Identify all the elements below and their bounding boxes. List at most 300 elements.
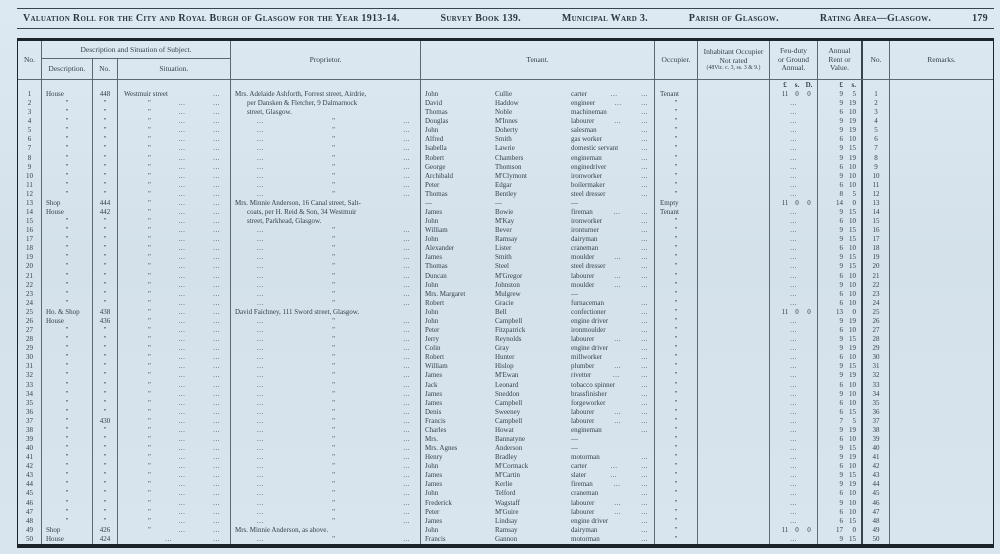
tenant-occupation: millworker [571, 353, 603, 362]
cell-situation [118, 163, 231, 172]
ellipsis-dots: ... [257, 316, 264, 325]
cell-tenant [421, 199, 655, 208]
ellipsis-dots: ... [178, 198, 186, 207]
tenant-surname: Ramsay [495, 235, 518, 244]
cell-inhabitant-occupier [698, 154, 770, 163]
ellipsis-dots: ... [213, 434, 220, 443]
ellipsis-dots: ... [257, 171, 264, 180]
cell-tenant [421, 499, 655, 508]
table-row [18, 317, 993, 326]
cell-situation [118, 244, 231, 253]
table-header [18, 41, 993, 80]
cell-street-no: " [93, 462, 118, 471]
cell-description: " [42, 253, 93, 262]
cell-tenant [421, 244, 655, 253]
ellipsis-dots: ... [403, 226, 410, 235]
cell-remarks [890, 353, 993, 362]
cell-feu-duty [770, 499, 818, 508]
cell-feu-duty [770, 417, 818, 426]
table-row [18, 208, 993, 217]
ellipsis-dots: ... [403, 144, 410, 153]
ellipsis-dots: ... [641, 217, 648, 226]
table-row [18, 471, 993, 480]
cell-tenant [421, 317, 655, 326]
cell-tenant [421, 262, 655, 271]
ellipsis-dots: ... [790, 108, 797, 117]
tenant-first-name: Francis [425, 534, 446, 543]
ellipsis-dots: ... [641, 153, 648, 162]
cell-entry-no: 50 [18, 535, 42, 544]
cell-feu-duty [770, 444, 818, 453]
cell-remarks [890, 408, 993, 417]
ditto-mark: " [148, 226, 151, 235]
cell-entry-no: 40 [18, 444, 42, 453]
cell-inhabitant-occupier [698, 190, 770, 199]
ditto-mark: " [332, 425, 335, 434]
cell-row-no: 26 [863, 317, 890, 326]
cell-row-no: 11 [863, 181, 890, 190]
ellipsis-dots: ... [257, 380, 264, 389]
ditto-mark: " [148, 208, 151, 217]
cell-proprietor [231, 535, 421, 544]
cell-annual-rent: 6 10 [818, 399, 863, 408]
table-row [18, 253, 993, 262]
ellipsis-dots: ... [790, 407, 797, 416]
cell-remarks [890, 317, 993, 326]
tenant-first-name: John [425, 280, 439, 289]
cell-occupier: " [655, 190, 698, 199]
cell-row-no: 50 [863, 535, 890, 544]
cell-annual-rent: 9 19 [818, 371, 863, 380]
ditto-mark: " [148, 180, 151, 189]
ellipsis-dots: ... [790, 235, 797, 244]
cell-occupier: " [655, 362, 698, 371]
table-row [18, 326, 993, 335]
cell-feu-duty [770, 326, 818, 335]
ellipsis-dots: ... [257, 444, 264, 453]
cell-entry-no: 45 [18, 489, 42, 498]
cell-description: " [42, 499, 93, 508]
ellipsis-dots: ... [178, 335, 186, 344]
cell-inhabitant-occupier [698, 390, 770, 399]
ellipsis-dots: ... [790, 471, 797, 480]
ellipsis-dots: ... [178, 244, 186, 253]
cell-inhabitant-occupier [698, 226, 770, 235]
cell-row-no: 16 [863, 226, 890, 235]
cell-remarks [890, 326, 993, 335]
cell-occupier: " [655, 172, 698, 181]
cell-tenant [421, 253, 655, 262]
cell-inhabitant-occupier [698, 499, 770, 508]
cell-tenant [421, 444, 655, 453]
ditto-mark: " [148, 380, 151, 389]
cell-situation [118, 435, 231, 444]
tenant-occupation: motorman [571, 534, 600, 543]
cell-occupier: " [655, 517, 698, 526]
cell-proprietor [231, 226, 421, 235]
ditto-mark: " [332, 180, 335, 189]
tenant-occupation: engine driver [571, 344, 609, 353]
cell-description: " [42, 353, 93, 362]
cell-tenant [421, 235, 655, 244]
cell-entry-no: 37 [18, 417, 42, 426]
ellipsis-dots: ... [790, 316, 797, 325]
ellipsis-dots: ... [790, 398, 797, 407]
cell-annual-rent: 6 10 [818, 435, 863, 444]
table-row [18, 344, 993, 353]
group-header-label: Description and Situation of Subject. [42, 41, 230, 59]
ellipsis-dots: ... [641, 353, 648, 362]
cell-occupier: " [655, 317, 698, 326]
cell-occupier: " [655, 335, 698, 344]
feu-header-line2: or Ground [777, 54, 810, 64]
cell-annual-rent: 9 19 [818, 453, 863, 462]
cell-row-no: 13 [863, 199, 890, 208]
cell-row-no: 49 [863, 526, 890, 535]
cell-description: " [42, 453, 93, 462]
tenant-first-name: John [425, 462, 439, 471]
ellipsis-dots: ... [165, 534, 172, 543]
ditto-mark: " [332, 362, 335, 371]
cell-proprietor [231, 172, 421, 181]
cell-row-no: 3 [863, 108, 890, 117]
table-row [18, 435, 993, 444]
cell-inhabitant-occupier [698, 163, 770, 172]
ellipsis-dots: ... [257, 262, 264, 271]
cell-annual-rent: 6 10 [818, 508, 863, 517]
cell-inhabitant-occupier [698, 408, 770, 417]
cell-row-no: 28 [863, 335, 890, 344]
cell-row-no: 29 [863, 344, 890, 353]
ellipsis-dots: ... [213, 99, 220, 108]
cell-proprietor [231, 317, 421, 326]
cell-feu-duty: 11 0 0 [770, 308, 818, 317]
cell-inhabitant-occupier [698, 126, 770, 135]
cell-entry-no: 5 [18, 126, 42, 135]
tenant-occupation: plumber [571, 362, 595, 371]
cell-row-no: 14 [863, 208, 890, 217]
cell-inhabitant-occupier [698, 135, 770, 144]
ellipsis-dots: ... [790, 280, 797, 289]
ellipsis-dots: ... [178, 371, 186, 380]
cell-row-no: 40 [863, 444, 890, 453]
ditto-mark: " [148, 453, 151, 462]
table-row [18, 517, 993, 526]
cell-tenant [421, 217, 655, 226]
ellipsis-dots: ... [403, 507, 410, 516]
cell-description: " [42, 408, 93, 417]
tenant-surname: Haddow [495, 99, 519, 108]
tenant-surname: M'Cartin [495, 471, 520, 480]
cell-inhabitant-occupier [698, 181, 770, 190]
tenant-surname: Gracie [495, 298, 514, 307]
cell-situation [118, 381, 231, 390]
ellipsis-dots: ... [178, 425, 186, 434]
ellipsis-dots: ... [213, 144, 220, 153]
cell-remarks [890, 199, 993, 208]
ellipsis-dots: ... [790, 507, 797, 516]
cell-street-no: " [93, 99, 118, 108]
cell-remarks [890, 526, 993, 535]
cell-proprietor: Mrs. Minnie Anderson, as above. [231, 526, 421, 535]
cell-tenant [421, 381, 655, 390]
tenant-first-name: William [425, 362, 448, 371]
tenant-occupation: slater [571, 471, 587, 480]
table-row [18, 199, 993, 208]
ellipsis-dots: ... [790, 208, 797, 217]
col-group-description-situation [42, 41, 231, 79]
ellipsis-dots: ... [213, 353, 220, 362]
ellipsis-dots: ... [257, 434, 264, 443]
cell-feu-duty [770, 462, 818, 471]
tenant-occupation: engineman [571, 153, 602, 162]
tenant-occupation: labourer [571, 271, 595, 280]
cell-annual-rent: 9 19 [818, 117, 863, 126]
cell-situation [118, 390, 231, 399]
ellipsis-dots: ... [178, 507, 186, 516]
cell-inhabitant-occupier [698, 262, 770, 271]
cell-tenant [421, 489, 655, 498]
cell-row-no: 17 [863, 235, 890, 244]
ellipsis-dots: ... [213, 153, 220, 162]
municipal-ward-label: Municipal Ward 3. [561, 13, 648, 24]
cell-proprietor [231, 181, 421, 190]
ditto-mark: " [148, 407, 151, 416]
tenant-occupation: dairyman [571, 525, 598, 534]
cell-inhabitant-occupier [698, 344, 770, 353]
cell-situation [118, 217, 231, 226]
ditto-mark: " [148, 153, 151, 162]
table-row [18, 499, 993, 508]
cell-situation [118, 281, 231, 290]
table-row [18, 535, 993, 544]
tenant-occupation: tobacco spinner [571, 380, 616, 389]
cell-occupier: " [655, 290, 698, 299]
cell-annual-rent: 9 15 [818, 235, 863, 244]
cell-feu-duty [770, 480, 818, 489]
table-row [18, 526, 993, 535]
ellipsis-dots: ... [213, 226, 220, 235]
cell-remarks [890, 226, 993, 235]
cell-remarks [890, 480, 993, 489]
cell-inhabitant-occupier [698, 453, 770, 462]
cell-occupier: " [655, 508, 698, 517]
cell-proprietor [231, 453, 421, 462]
ellipsis-dots: ... [614, 117, 622, 126]
ellipsis-dots: ... [213, 126, 220, 135]
cell-street-no: " [93, 253, 118, 262]
ellipsis-dots: ... [257, 226, 264, 235]
cell-row-no: 18 [863, 244, 890, 253]
cell-tenant [421, 517, 655, 526]
ditto-mark: " [332, 289, 335, 298]
ditto-mark: " [148, 371, 151, 380]
ellipsis-dots: ... [403, 471, 410, 480]
cell-tenant [421, 272, 655, 281]
cell-remarks [890, 471, 993, 480]
cell-description: House [42, 90, 93, 99]
ellipsis-dots: ... [403, 126, 410, 135]
ditto-mark: " [332, 471, 335, 480]
table-row [18, 381, 993, 390]
ellipsis-dots: ... [403, 316, 410, 325]
cell-row-no: 10 [863, 172, 890, 181]
ellipsis-dots: ... [178, 298, 186, 307]
ellipsis-dots: ... [257, 135, 264, 144]
table-row [18, 399, 993, 408]
ellipsis-dots: ... [213, 307, 220, 316]
cell-description: " [42, 144, 93, 153]
ellipsis-dots: ... [257, 244, 264, 253]
cell-tenant [421, 299, 655, 308]
table-row [18, 262, 993, 271]
cell-tenant [421, 453, 655, 462]
cell-feu-duty [770, 426, 818, 435]
cell-annual-rent: 6 10 [818, 135, 863, 144]
cell-row-no: 34 [863, 390, 890, 399]
tenant-surname: Doherty [495, 126, 518, 135]
cell-proprietor [231, 417, 421, 426]
tenant-surname: Johnston [495, 280, 520, 289]
cell-situation [118, 444, 231, 453]
ellipsis-dots: ... [257, 471, 264, 480]
cell-proprietor [231, 489, 421, 498]
ellipsis-dots: ... [614, 335, 622, 344]
ditto-mark: " [148, 516, 151, 525]
ditto-mark: " [148, 280, 151, 289]
cell-entry-no: 27 [18, 326, 42, 335]
ellipsis-dots: ... [641, 262, 648, 271]
cell-row-no: 38 [863, 426, 890, 435]
tenant-surname: Bannatyne [495, 434, 525, 443]
cell-description: " [42, 508, 93, 517]
cell-tenant [421, 471, 655, 480]
cell-situation [118, 299, 231, 308]
cell-entry-no: 6 [18, 135, 42, 144]
cell-annual-rent: 6 10 [818, 181, 863, 190]
cell-feu-duty [770, 399, 818, 408]
cell-entry-no: 48 [18, 517, 42, 526]
ditto-mark: " [332, 407, 335, 416]
tenant-occupation: labourer [571, 507, 595, 516]
ditto-mark: " [332, 489, 335, 498]
cell-tenant [421, 408, 655, 417]
cell-street-no: " [93, 126, 118, 135]
ellipsis-dots: ... [178, 235, 186, 244]
cell-tenant [421, 399, 655, 408]
cell-street-no: " [93, 244, 118, 253]
cell-feu-duty [770, 371, 818, 380]
tenant-surname: Chambers [495, 153, 524, 162]
tenant-first-name: Duncan [425, 271, 447, 280]
ellipsis-dots: ... [178, 525, 186, 534]
ditto-mark: " [148, 444, 151, 453]
cell-remarks [890, 362, 993, 371]
cell-entry-no: 19 [18, 253, 42, 262]
tenant-surname: Mulgrew [495, 289, 521, 298]
tenant-surname: Smith [495, 135, 512, 144]
ditto-mark: " [148, 462, 151, 471]
ellipsis-dots: ... [257, 416, 264, 425]
ellipsis-dots: ... [641, 135, 648, 144]
cell-situation [118, 117, 231, 126]
cell-remarks [890, 135, 993, 144]
cell-annual-rent: 9 15 [818, 208, 863, 217]
cell-row-no: 47 [863, 508, 890, 517]
cell-inhabitant-occupier [698, 535, 770, 544]
cell-inhabitant-occupier [698, 517, 770, 526]
tenant-surname: M'Kay [495, 217, 515, 226]
cell-row-no: 25 [863, 308, 890, 317]
survey-book-label: Survey Book 139. [440, 13, 521, 24]
ellipsis-dots: ... [790, 380, 797, 389]
cell-entry-no: 20 [18, 262, 42, 271]
tenant-first-name: John [425, 307, 439, 316]
tenant-first-name: Francis [425, 416, 446, 425]
inhabitant-header-line3: (48Vic. c. 3, ss. 3 & 9.) [706, 65, 761, 71]
ditto-mark: " [332, 462, 335, 471]
cell-proprietor [231, 517, 421, 526]
ellipsis-dots: ... [403, 480, 410, 489]
cell-situation [118, 272, 231, 281]
cell-occupier: " [655, 308, 698, 317]
ellipsis-dots: ... [257, 153, 264, 162]
cell-description: " [42, 217, 93, 226]
tenant-occupation: engineer [571, 99, 596, 108]
tenant-first-name: John [425, 235, 439, 244]
cell-entry-no: 35 [18, 399, 42, 408]
cell-street-no: 430 [93, 417, 118, 426]
ellipsis-dots: ... [257, 353, 264, 362]
cell-annual-rent: 9 19 [818, 317, 863, 326]
col-header-feu-duty [770, 41, 818, 79]
cell-feu-duty [770, 262, 818, 271]
table-body [18, 90, 993, 544]
tenant-first-name: Alfred [425, 135, 444, 144]
cell-occupier: " [655, 417, 698, 426]
cell-row-no: 22 [863, 281, 890, 290]
ditto-mark: " [332, 498, 335, 507]
page-number: 179 [972, 13, 988, 24]
cell-inhabitant-occupier [698, 308, 770, 317]
cell-tenant [421, 281, 655, 290]
ditto-mark: " [148, 171, 151, 180]
cell-description: " [42, 281, 93, 290]
table-row [18, 108, 993, 117]
cell-remarks [890, 517, 993, 526]
inhabitant-header-line2: Not rated [719, 55, 748, 65]
cell-inhabitant-occupier [698, 353, 770, 362]
cell-occupier: " [655, 135, 698, 144]
cell-remarks [890, 508, 993, 517]
ditto-mark: " [148, 316, 151, 325]
cell-tenant [421, 126, 655, 135]
table-row [18, 508, 993, 517]
ellipsis-dots: ... [403, 498, 410, 507]
cell-street-no: " [93, 281, 118, 290]
ditto-mark: " [332, 253, 335, 262]
ellipsis-dots: ... [213, 326, 220, 335]
cell-occupier: " [655, 535, 698, 544]
cell-entry-no: 15 [18, 217, 42, 226]
cell-description: " [42, 344, 93, 353]
cell-tenant [421, 154, 655, 163]
ellipsis-dots: ... [257, 489, 264, 498]
cell-entry-no: 46 [18, 499, 42, 508]
cell-remarks [890, 144, 993, 153]
cell-row-no: 45 [863, 489, 890, 498]
parish-label: Parish of Glasgow. [688, 13, 779, 24]
